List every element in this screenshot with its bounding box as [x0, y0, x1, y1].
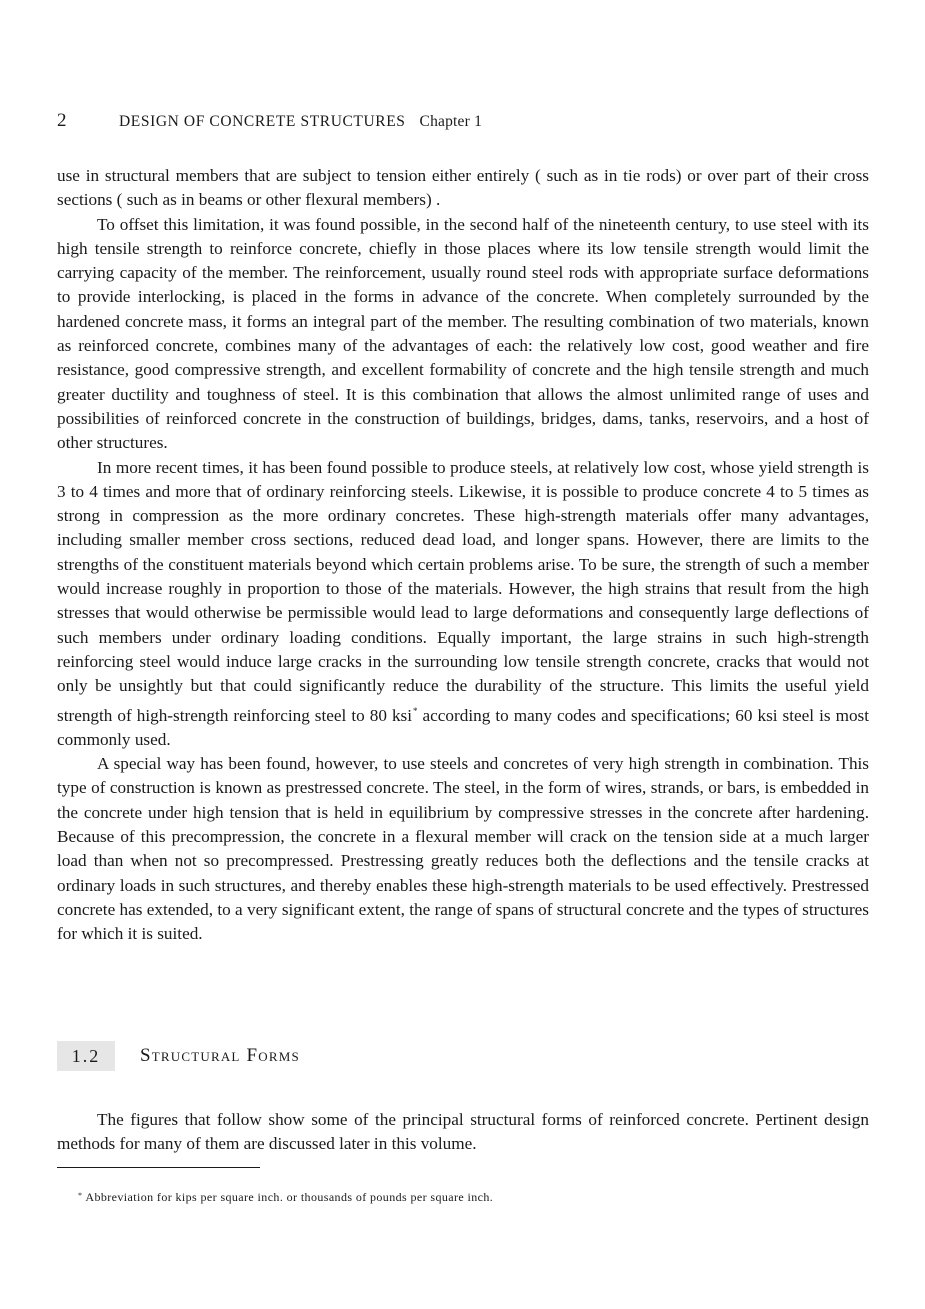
section-title: Structural Forms: [140, 1045, 300, 1066]
footnote-marker: *: [78, 1191, 83, 1200]
section-body: [57, 1108, 869, 1157]
footnote-divider: [57, 1167, 260, 1168]
paragraph-continuation: use in structural members that are subject to tension either entirely ( such as in tie rods) or over part of their cross sections ( such as in beams or other flexural members) .: [57, 166, 869, 210]
paragraph-high-strength-tail: according to many codes and specifications; 60 ksi steel is most commonly used.: [57, 705, 870, 749]
book-title: DESIGN OF CONCRETE STRUCTURES: [119, 113, 406, 130]
paragraph-reinforced-concrete: To offset this limitation, it was found possible, in the second half of the nineteenth century, to use steel with its high tensile strength to reinforce concrete, chiefly in those places where its low tensile strength would limit the carrying capacity of the member. The reinforcement, usually round steel rods with appropriate surface deformations to provide interlocking, is placed in the forms in advance of the concrete. When completely surrounded by the hardened concrete mass, it forms an integral part of the member. The resulting combination of two materials, known as reinforced concrete, combines many of the advantages of each: the relatively low cost, good weather and fire resistance, good compressive strength, and excellent formability of concrete and the high tensile strength and much greater ductility and toughness of steel. It is this combination that allows the almost unlimited range of uses and possibilities of reinforced concrete in the construction of buildings, bridges, dams, tanks, reservoirs, and a host of other structures.: [57, 214, 869, 453]
paragraph-high-strength: [57, 456, 869, 753]
page-number: 2: [57, 110, 67, 131]
paragraph-structural-forms: The figures that follow show some of the principal structural forms of reinforced concrete. Pertinent design methods for many of them are discussed later in this volume.: [57, 1110, 869, 1154]
paragraph-prestressed: A special way has been found, however, to use steels and concretes of very high strength in combination. This type of construction is known as prestressed concrete. The steel, in the form of wires, strands, or bars, is embedded in the concrete under high tension that is held in equilibrium by compressive stresses in the concrete after hardening. Because of this precompression, the concrete in a flexural member will crack on the tension side at a much larger load than when not so precompressed. Prestressing greatly reduces both the deflections and the tensile cracks at ordinary loads in such structures, and thereby enables these high-strength materials to be used effectively. Prestressed concrete has extended, to a very significant extent, the range of spans of structural concrete and the types of structures for which it is suited.: [57, 754, 869, 944]
chapter-label: Chapter 1: [419, 113, 483, 130]
running-header: [57, 110, 482, 132]
footnote-reference: *: [413, 705, 418, 716]
section-number: 1.2: [57, 1041, 115, 1071]
paragraph-high-strength-text: In more recent times, it has been found possible to produce steels, at relatively low cost, whose yield strength is 3 to 4 times and more that of ordinary reinforcing steels. Likewise, it is possible to produce concrete 4 to 5 times as strong in compression as the more ordinary concretes. These high-strength materials offer many advantages, including smaller member cross sections, reduced dead load, and longer spans. However, there are limits to the strengths of the constituent materials beyond which certain problems arise. To be sure, the strength of such a member would increase roughly in proportion to those of the materials. However, the high strains that result from the high stresses that would otherwise be permissible would lead to large deformations and consequently large deflections of such members under ordinary loading conditions. Equally important, the large strains in such high-strength reinforcing steel would induce large cracks in the surrounding low tensile strength concrete, cracks that would not only be unsightly but that could significantly reduce the durability of the structure. This limits the useful yield strength of high-strength reinforcing steel to 80 ksi: [57, 457, 869, 725]
section-heading: [57, 1041, 300, 1071]
footnote-text: Abbreviation for kips per square inch. or thousands of pounds per square inch.: [85, 1190, 494, 1204]
footnote: [78, 1190, 493, 1205]
body-text: [57, 164, 869, 947]
